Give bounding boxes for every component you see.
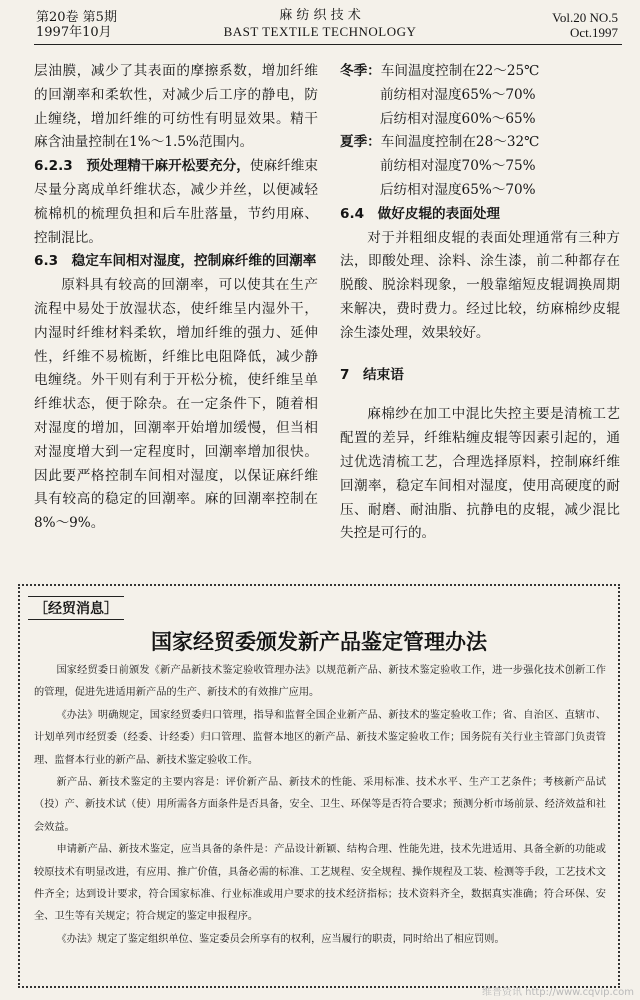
section-heading-63: 6.3 稳定车间相对湿度，控制麻纤维的回潮率 [34, 253, 317, 270]
news-box [18, 584, 620, 988]
news-paragraph: 《办法》明确规定，国家经贸委归口管理，指导和监督全国企业新产品、新技术的鉴定验收工作；省、自治区、直辖市、计划单列市经贸委（经委、计经委）归口管理、监督本地区的新产品、新技术鉴定验收工作；国务院有关行业主管部门负责管理、监督本行业的新产品、新技术鉴定验收工作。 [34, 709, 606, 766]
page-header [0, 0, 640, 44]
right-column [340, 60, 620, 546]
news-title: 国家经贸委颁发新产品鉴定管理办法 [151, 630, 487, 654]
news-tag: ［经贸消息］ [28, 596, 124, 620]
journal-title [200, 8, 440, 40]
section-heading-7: 7 结束语 [340, 366, 404, 383]
winter-temp-line [340, 60, 620, 84]
journal-title-en: BAST TEXTILE TECHNOLOGY [223, 24, 417, 39]
summer-post-humidity: 后纺相对湿度65%～70% [380, 181, 536, 198]
issue-date: 1997年10月 [36, 25, 112, 40]
volume-issue: 第20卷 第5期 [36, 10, 117, 25]
news-paragraph: 新产品、新技术鉴定的主要内容是：评价新产品、新技术的性能、采用标准、技术水平、生产工艺条件；考核新产品试（投）产、新技术试（使）用所需各方面条件是否具备，安全、卫生、环保等是否符合要求；预测分析市场前景、经济效益和社会效益。 [34, 777, 606, 833]
volume-issue-en: Vol.20 NO.5 [552, 10, 618, 25]
summer-temp-line [340, 131, 620, 155]
winter-post-humidity: 后纺相对湿度60%～65% [380, 110, 536, 127]
paragraph: 层油膜，减少了其表面的摩擦系数，增加纤维的回潮率和柔软性，对减少后工序的静电，防止缠绕，增加纤维的可纺性有明显效果。精干麻含油量控制在1%～1.5%范围内。 [34, 63, 318, 151]
winter-label: 冬季： [340, 63, 381, 79]
watermark: 维普资讯 http://www.cqvip.com [481, 987, 634, 998]
issue-date-en: Oct.1997 [569, 25, 618, 40]
winter-pre-humidity: 前纺相对湿度65%～70% [380, 86, 536, 103]
paragraph: 麻棉纱在加工中混比失控主要是清梳工艺配置的差异，纤维粘缠皮辊等因素引起的，通过优选清梳工艺，合理选择原料，控制麻纤维回潮率，稳定车间相对湿度，使用高硬度的耐压、耐磨、耐油脂、抗静电的皮辊，减少混比失控是可行的。 [340, 406, 620, 542]
news-paragraph: 《办法》规定了鉴定组织单位、鉴定委员会所享有的权利，应当履行的职责，同时给出了相应罚则。 [56, 933, 505, 945]
summer-pre-humidity: 前纺相对湿度70%～75% [380, 158, 536, 175]
summer-label: 夏季： [340, 134, 381, 151]
paragraph: 对于并粗细皮辊的表面处理通常有三种方法，即酸处理、涂料、涂生漆，前二种都存在脱酸、脱涂料现象，一般靠缩短皮辊调换周期来解决，费时费力。经过比较，纺麻棉纱皮辊涂生漆处理，效果较好。 [340, 229, 620, 341]
summer-temp: 车间温度控制在28～32℃ [380, 134, 540, 151]
paragraph-text: 使麻纤维束尽量分离成单纤维状态，减少并丝，以便减轻梳棉机的梳理负担和后车肚落量，节约用麻、控制混比。 [34, 158, 319, 246]
header-rule [34, 44, 622, 45]
left-column [34, 60, 318, 536]
news-paragraph: 申请新产品、新技术鉴定，应当具备的条件是：产品设计新颖、结构合理、性能先进，技术先进适用、具备全新的功能或较原技术有明显改进，有应用、推广价值，具备必需的标准、工艺规程、安全规程、操作规程及工装、检测等手段，工艺技术文件齐全；达到设计要求，符合国家标准、行业标准或用户要求的技术经济指标；技术资料齐全，数据真实准确；符合环保、安全、卫生等有关规定；符合规定的鉴定申报程序。 [34, 844, 606, 923]
news-paragraph: 国家经贸委日前颁发《新产品新技术鉴定验收管理办法》以规范新产品、新技术鉴定验收工作，进一步强化技术创新工作的管理，促进先进适用新产品的生产、新技术的有效推广应用。 [34, 665, 606, 699]
section-heading-623: 6.2.3 预处理精干麻开松要充分， [34, 158, 250, 175]
winter-temp: 车间温度控制在22～25℃ [380, 63, 540, 79]
section-heading-64: 6.4 做好皮辊的表面处理 [340, 205, 501, 222]
issue-info-en [552, 10, 618, 40]
journal-title-cn: 麻 纺 织 技 术 [279, 8, 361, 23]
issue-info [36, 10, 117, 40]
paragraph-623 [34, 155, 318, 250]
news-body [34, 660, 606, 951]
paragraph: 原料具有较高的回潮率，可以使其在生产流程中易处于放湿状态，使纤维呈内湿外干，内湿时纤维材料柔软，增加纤维的强力、延伸性，纤维不易梳断，纤维比电阻降低，减少静电缠绕。外干则有利于开松分梳，使纤维呈单纤维状态，便于除杂。在一定条件下，随着相对湿度的增加，回潮率开始增加缓慢，但当相对湿度增大到一定程度时，回潮率增加很快。因此要严格控制车间相对湿度，以保证麻纤维具有较高的稳定的回潮率。麻的回潮率控制在8%～9%。 [34, 277, 318, 532]
